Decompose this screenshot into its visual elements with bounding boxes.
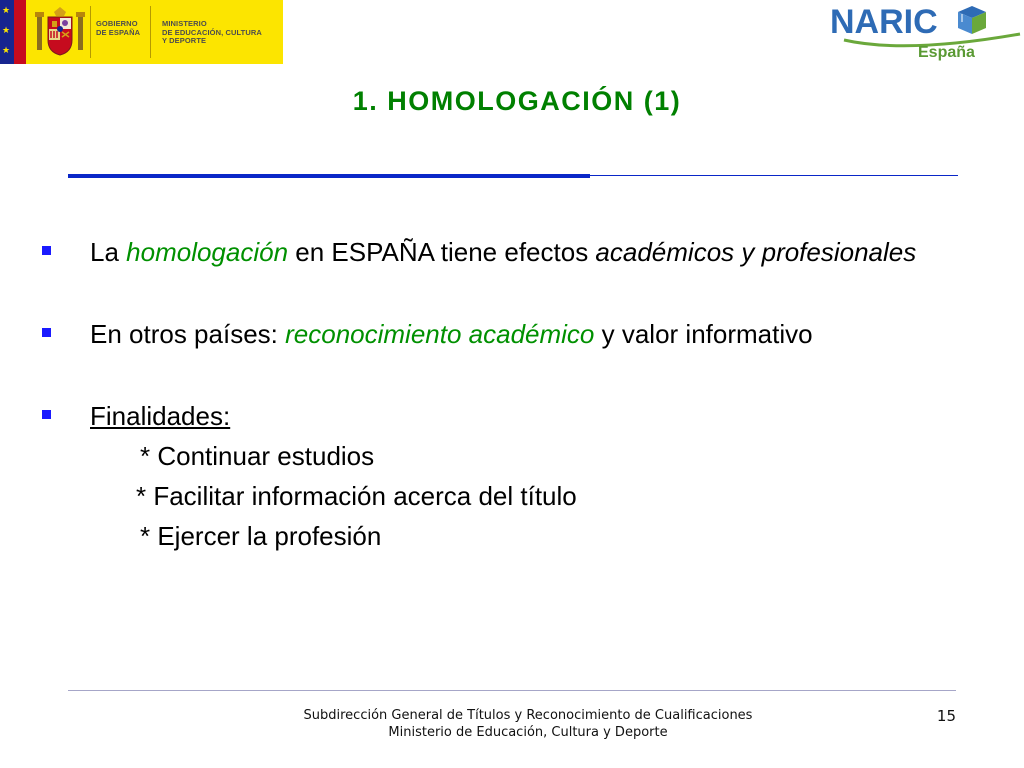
square-bullet-icon [42,328,51,337]
coat-of-arms-icon [33,6,87,58]
naric-logo [826,0,1022,62]
square-bullet-icon [42,410,51,419]
bullet-item [40,396,1000,556]
eu-flag-strip: ★ ★ ★ [0,0,14,64]
bullet-item [40,314,1000,354]
slide-title: 1. HOMOLOGACIÓN (1) [352,86,682,116]
emphasis-reconocimiento: reconocimiento académico [285,319,595,349]
flag-yellow-strip [26,0,32,64]
finalidad-item: * Ejercer la profesión [140,521,382,551]
title-underline [68,174,590,178]
banner-separator [150,6,151,58]
finalidades-heading: Finalidades: [90,401,231,431]
graduation-cube-icon [958,6,986,34]
naric-espana-label: España [918,44,975,61]
bullet-list [40,232,1000,598]
ministry-label: MINISTERIO DE EDUCACIÓN, CULTURA Y DEPORTE [162,19,262,45]
government-banner [0,0,283,64]
bullet-item [40,232,1000,272]
footer [258,707,798,741]
gobierno-label: GOBIERNO DE ESPAÑA [96,19,141,37]
finalidad-item: * Facilitar información acerca del título [136,481,577,511]
square-bullet-icon [42,246,51,255]
finalidad-item: * Continuar estudios [140,441,375,471]
naric-wordmark: NARIC [830,3,938,41]
emphasis-efectos: académicos y profesionales [595,237,917,267]
flag-red-strip [14,0,26,64]
footer-divider [68,690,956,691]
title-underline-thin [590,175,958,176]
banner-separator [90,6,91,58]
bullet-text: en ESPAÑA tiene efectos [288,237,596,267]
bullet-text: La [90,237,127,267]
footer-line: Ministerio de Educación, Cultura y Deporte [388,725,668,740]
emphasis-homologacion: homologación [126,237,289,267]
page-number: 15 [936,707,956,725]
bullet-text: En otros países: [90,319,286,349]
bullet-text: y valor informativo [594,319,813,349]
footer-line: Subdirección General de Títulos y Reconocimiento de Cualificaciones [303,708,753,723]
